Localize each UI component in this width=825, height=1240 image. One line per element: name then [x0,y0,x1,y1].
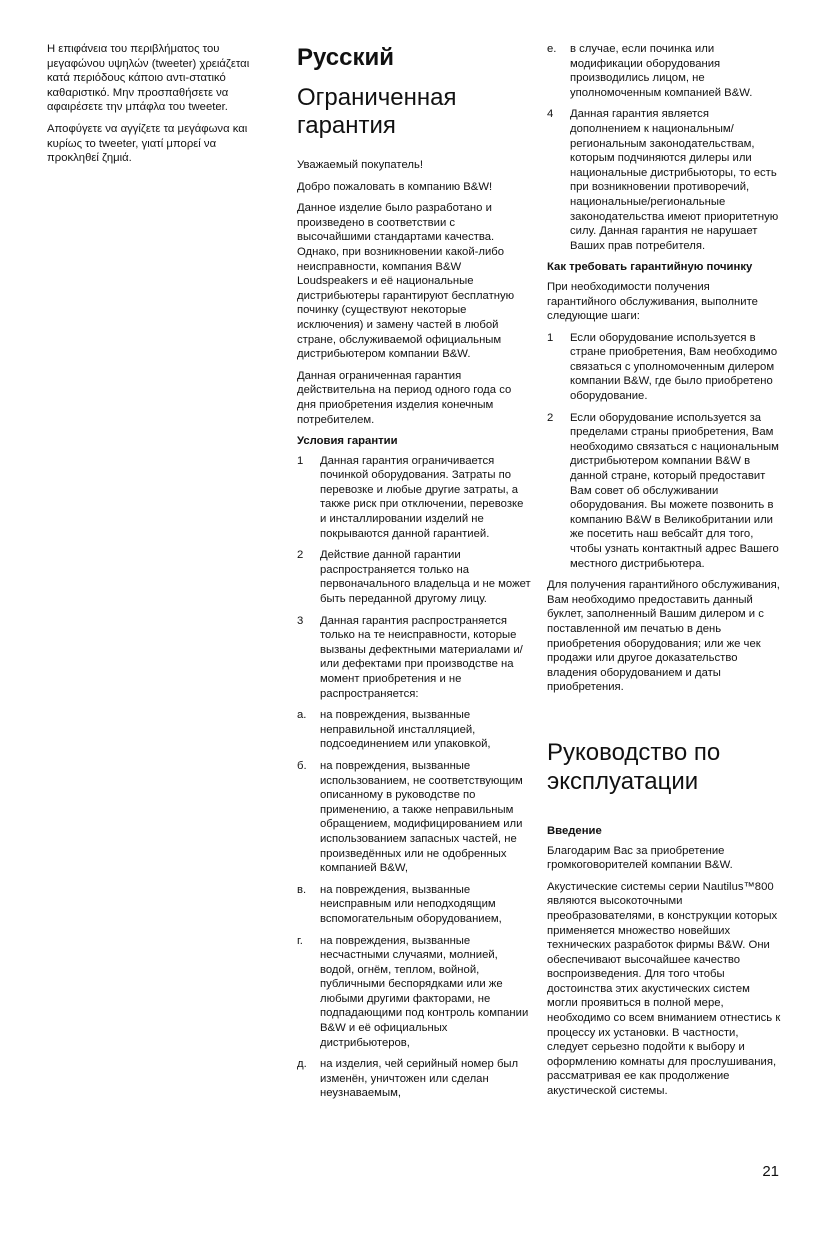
warranty-period: Данная ограниченная гарантия действительна на период одного года со дня приобретения изделия конечным потребителем. [297,369,512,426]
condition-item-number: 1 [297,454,304,467]
claim-step-text: Если оборудование используется за пределами страны приобретения, Вам необходимо связаться с национальным дистрибьютером компании B&W в данной стране, который предоставит Вам совет об обслуживании оборудования. Вы можете позвонить в компанию B&W в Великобритании или же посетить наш вебсайт для того, чтобы узнать контактный адрес Вашего местного дистрибьютера. [570,411,779,570]
thanks-text: Благодарим Вас за приобретение громкоговорителей компании B&W. [547,844,733,872]
condition-item-number: б. [297,759,307,772]
condition-item-text: на изделия, чей серийный номер был изменён, уничтожен или сделан неузнаваемым, [320,1058,519,1100]
claims-column [547,42,781,1106]
condition-item-number: г. [297,934,303,947]
greek-paragraph-2: Αποφύγετε να αγγίζετε τα μεγάφωνα και κυρίως το tweeter, γιατί μπορεί να προκληθεί ζημιά. [47,122,248,165]
condition-item-text: в случае, если починка или модификации оборудования производились лицом, не уполномоченным компанией B&W. [570,43,753,99]
condition-item [547,42,781,100]
condition-item [297,1057,532,1101]
conditions-list-continued [547,42,781,253]
condition-item [547,107,781,253]
condition-item-text: Данная гарантия является дополнением к национальным/региональным законодательствам, которым подчиняются дилеры или национальные дистрибьюторы, то есть при возникновении противоречий, национальные/региональные законодательства имеют приоритетную силу. Данная гарантия не нарушает Ваших прав потребителя. [570,108,779,252]
condition-item [297,454,532,542]
intro-heading: Введение [547,824,602,837]
condition-item [297,614,532,702]
condition-item-text: на повреждения, вызванные неправильной инсталляцией, подсоединением или упаковкой, [320,709,491,751]
claim-step-text: Если оборудование используется в стране приобретения, Вам необходимо связаться с уполномоченным дилером компании B&W, где было приобретено оборудование. [570,331,778,403]
condition-item-text: на повреждения, вызванные несчастными случаями, молнией, водой, огнём, теплом, войной, публичными беспорядками или же любыми другими факторами, не подпадающими под контроль компании B&W и её официальных дистрибьютеров, [320,934,529,1049]
claim-step-number: 2 [547,411,554,424]
condition-item-text: на повреждения, вызванные использованием, не соответствующим описанному в руководстве по применению, а также неправильным обращением, модифицированием или использованием запасных частей, не произведённых или не одобренных компанией B&W, [320,759,523,875]
claim-step [547,331,781,404]
warranty-title: Ограниченная гарантия [297,84,457,139]
claim-heading: Как требовать гарантийную починку [547,261,753,274]
condition-item [297,548,532,606]
greek-paragraph-1: Η επιφάνεια του περιβλήματος του μεγαφώνου υψηλών (tweeter) χρειάζεται κατά περιόδους κάποιο αντι-στατικό καθαριστικό. Μην προσπαθήσετε να αφαιρέσετε την μπάφλα του tweeter. [47,43,250,114]
condition-item-text: Данная гарантия распространяется только на те неисправности, которые вызваны дефектными материалами и/или дефектами при производстве на момент приобретения и не распространяется: [320,614,523,700]
condition-item-number: 2 [297,549,304,562]
claim-steps-list [547,331,781,572]
greek-column [47,42,269,173]
conditions-list [297,454,532,1101]
claim-documents: Для получения гарантийного обслуживания, Вам необходимо предоставить данный буклет, заполненный Вашим дилером и с поставленной им печатью в день приобретения оборудования; или же чек продажи или другое доказательство владения оборудованием и даты приобретения. [547,579,780,694]
conditions-heading: Условия гарантии [297,435,398,448]
language-heading: Русский [297,44,394,71]
condition-item-number: e. [547,43,557,55]
condition-item-text: Данная гарантия ограничивается починкой оборудования. Затраты по перевозке и любые другие затраты, а также риск при отключении, перевозке и инсталлировании изделий не покрываются данной гарантией. [320,454,524,540]
claim-step [547,411,781,572]
greeting: Уважаемый покупатель! [297,159,423,171]
condition-item [297,934,532,1051]
guide-title: Руководство по эксплуатации [547,738,721,795]
warranty-column [297,42,532,1108]
condition-item-number: a. [297,709,307,722]
welcome-text: Добро пожаловать в компанию B&W! [297,180,493,193]
page-number: 21 [762,1163,779,1180]
condition-item-number: 3 [297,614,304,627]
claim-step-number: 1 [547,331,554,344]
condition-item [297,708,532,752]
condition-item-text: Действие данной гарантии распространяется только на первоначального владельца и не может быть переданной другому лицу. [320,549,531,606]
warranty-intro: Данное изделие было разработано и произведено в соответствии с высочайшими стандартами качества. Однако, при возникновении какой-либо неисправности, компания B&W Loudspeakers и её национальные дистрибьютеры гарантируют бесплатную починку (существуют некоторые исключения) и замену частей в любой стране, обслуживаемой официальным дистрибьютером компании B&W. [297,202,515,361]
condition-item [297,759,532,876]
condition-item-number: д. [297,1058,307,1071]
claim-intro: При необходимости получения гарантийного обслуживания, выполните следующие шаги: [547,280,758,323]
product-description: Акустические системы серии Nautilus™800 являются высокоточными преобразователями, в конструкции которых применяется множество новейших технических разработок фирмы B&W. Они обеспечивают высочайшее качество воспроизведения. Для того чтобы достоинства этих акустических систем могли проявиться в полной мере, необходимо со всем вниманием отнестись к процессу их установки. В частности, следует серьезно подойти к выбору и оформлению комнаты для прослушивания, рассматривая ее как продолжение акустической системы. [547,880,781,1098]
condition-item-text: на повреждения, вызванные неисправным или неподходящим вспомогательным оборудованием, [320,883,502,925]
condition-item-number: 4 [547,108,554,121]
condition-item [297,883,532,927]
condition-item-number: в. [297,883,307,896]
